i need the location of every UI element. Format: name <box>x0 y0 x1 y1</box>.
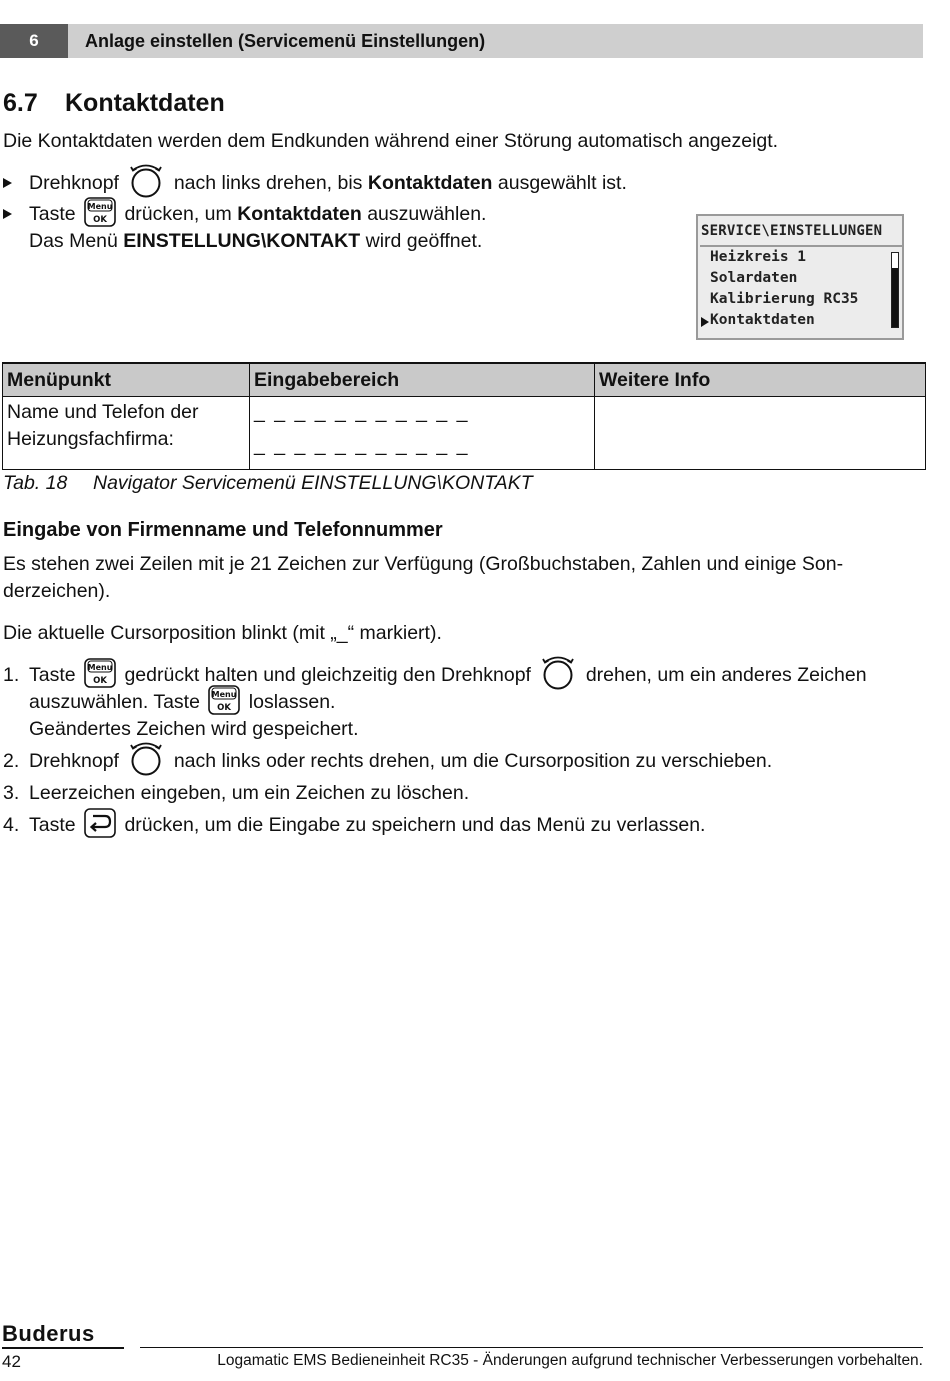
display-menu-item: Kalibrierung RC35 <box>710 291 859 307</box>
menu-ok-button-icon <box>83 196 117 228</box>
rotary-knob-icon <box>126 740 166 776</box>
bullet-triangle-icon <box>3 209 12 219</box>
table-caption: Tab. 18 Navigator Servicemenü EINSTELLUNG\KONTAKT <box>3 472 533 494</box>
step-emphasis: Kontaktdaten <box>237 203 362 225</box>
paragraph: Es stehen zwei Zeilen mit je 21 Zeichen zur Verfügung (Großbuchstaben, Zahlen und einige Son- derzeichen). <box>3 553 844 602</box>
menu-ok-button-icon <box>83 657 117 689</box>
scrollbar-thumb <box>892 268 898 327</box>
section-heading <box>3 89 225 118</box>
step-text: nach links drehen, bis <box>173 172 363 195</box>
chapter-number: 6 <box>0 24 68 58</box>
step-emphasis: Kontaktdaten <box>367 172 493 195</box>
controller-display <box>696 214 904 340</box>
table-cell-input-range: _ _ _ _ _ _ _ _ _ _ _ _ _ _ _ _ _ _ _ _ _ _ <box>250 397 595 470</box>
display-scrollbar <box>891 252 899 328</box>
section-number: 6.7 <box>3 89 38 117</box>
footer-divider <box>140 1347 923 1348</box>
table-row <box>3 397 926 470</box>
section-title: Kontaktdaten <box>65 89 225 117</box>
rotary-knob-icon <box>126 162 166 198</box>
brand-logo: Buderus <box>2 1321 95 1346</box>
section-intro: Die Kontaktdaten werden dem Endkunden während einer Störung automatisch angezeigt. <box>3 130 779 152</box>
table-cell-info <box>595 397 926 470</box>
svg-text:OK: OK <box>217 702 232 713</box>
display-menu-item: Solardaten <box>710 270 798 286</box>
svg-text:OK: OK <box>93 676 107 686</box>
svg-text:OK: OK <box>93 214 107 225</box>
column-header: Weitere Info <box>595 363 926 397</box>
svg-text:Menu: Menu <box>211 689 237 699</box>
rotary-knob-icon <box>538 654 578 690</box>
table-cell-menu-item: Name und Telefon der Heizungsfachfirma: <box>3 397 250 470</box>
svg-text:Menu: Menu <box>87 201 113 211</box>
back-button-icon <box>83 807 117 839</box>
table-header-row <box>3 363 926 397</box>
display-divider <box>700 245 902 247</box>
display-title: SERVICE\EINSTELLUNGEN <box>701 223 883 239</box>
page-number: 42 <box>2 1352 21 1371</box>
step-text: auszuwählen. <box>367 203 487 225</box>
svg-text:Menu: Menu <box>87 663 113 672</box>
display-menu-item: Heizkreis 1 <box>710 249 807 265</box>
bullet-triangle-icon <box>3 178 12 188</box>
settings-table <box>2 362 926 470</box>
step-text: Taste <box>29 203 76 225</box>
step-text: Drehknopf <box>29 172 119 195</box>
selection-cursor-icon <box>701 317 709 327</box>
menu-ok-button-icon <box>207 684 241 716</box>
chapter-title: Anlage einstellen (Servicemenü Einstellungen) <box>85 31 486 51</box>
step-text: drücken, um <box>124 203 232 225</box>
column-header: Menüpunkt <box>3 363 250 397</box>
step-text: ausgewählt ist. <box>497 172 627 195</box>
logo-underline <box>2 1347 124 1349</box>
display-menu-item-selected: Kontaktdaten <box>710 312 815 328</box>
chapter-header <box>0 24 923 58</box>
paragraph: Die aktuelle Cursorposition blinkt (mit „_“ markiert). <box>3 622 442 644</box>
footer-text: Logamatic EMS Bedieneinheit RC35 - Änderungen aufgrund technischer Verbesserungen vorbehalten. <box>217 1352 923 1369</box>
subsection-heading: Eingabe von Firmenname und Telefonnummer <box>3 519 443 541</box>
step-result: Das Menü EINSTELLUNG\KONTAKT wird geöffnet. <box>29 230 483 252</box>
column-header: Eingabebereich <box>250 363 595 397</box>
